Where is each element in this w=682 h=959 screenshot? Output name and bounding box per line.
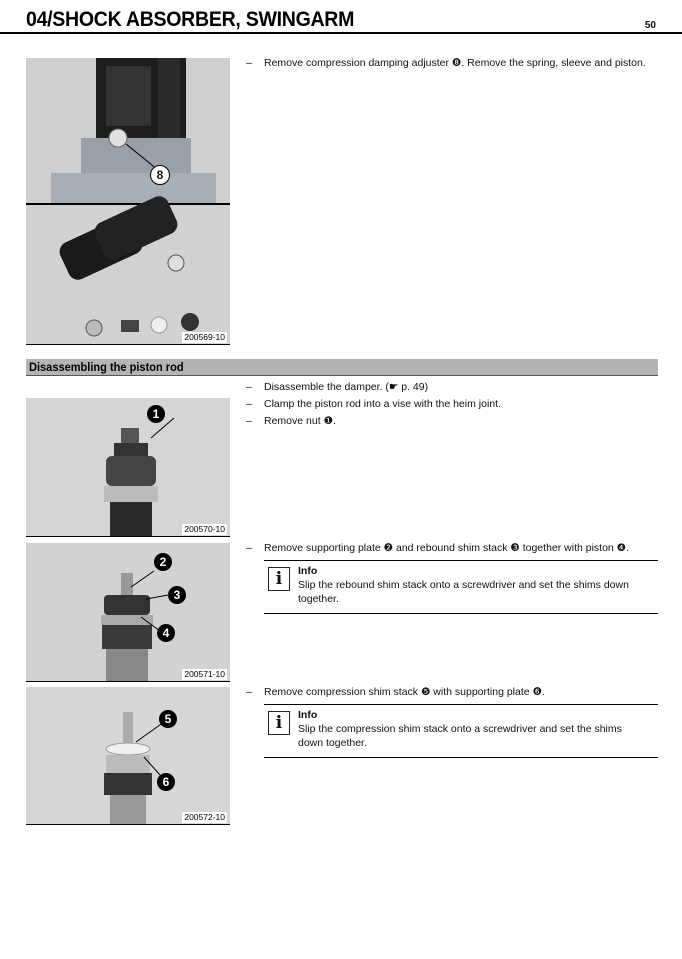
figure-remove-compression-shims xyxy=(26,687,230,825)
step-dash: – xyxy=(246,415,252,427)
info-text: Slip the compression shim stack onto a screwdriver and set the shims down together. xyxy=(298,723,622,749)
callout-1: 1 xyxy=(147,405,165,423)
figure-remove-nut xyxy=(26,398,230,537)
step-dash: – xyxy=(246,542,252,554)
info-note-compression xyxy=(264,704,658,758)
section-header xyxy=(26,359,658,376)
figure-remove-supporting-plate xyxy=(26,543,230,682)
info-icon: i xyxy=(268,567,290,591)
page-title: 04/SHOCK ABSORBER, SWINGARM xyxy=(26,8,355,31)
page-number: 50 xyxy=(644,20,656,31)
step-text: Clamp the piston rod into a vise with the heim joint. xyxy=(264,398,501,410)
step-text: Remove compression damping adjuster ❽. Remove the spring, sleeve and piston. xyxy=(264,57,646,69)
callout-2: 2 xyxy=(154,553,172,571)
info-icon: i xyxy=(268,711,290,735)
callout-4: 4 xyxy=(157,624,175,642)
photo-compression-shims xyxy=(26,687,230,824)
step-text: Remove nut ❶. xyxy=(264,415,336,427)
info-title: Info xyxy=(298,565,318,577)
section-title: Disassembling the piston rod xyxy=(29,360,184,374)
step-dash: – xyxy=(246,398,252,410)
step-text: Disassemble the damper. (☛ p. 49) xyxy=(264,381,429,393)
photo-compression-adjuster xyxy=(26,58,230,344)
figure-code: 200571-10 xyxy=(184,669,225,679)
callout-6: 6 xyxy=(157,773,175,791)
step-text: Remove supporting plate ❷ and rebound shim stack ❸ together with piston ❹. xyxy=(264,542,630,554)
step-dash: – xyxy=(246,381,252,393)
callout-5: 5 xyxy=(159,710,177,728)
step-dash: – xyxy=(246,686,252,698)
header-rule xyxy=(0,32,682,34)
figure-code: 200572-10 xyxy=(184,812,225,822)
figure-code: 200570-10 xyxy=(184,524,225,534)
callout-3: 3 xyxy=(168,586,186,604)
step-text: Remove compression shim stack ❺ with supporting plate ❻. xyxy=(264,686,545,698)
callout-8: 8 xyxy=(150,165,170,185)
photo-piston-rod-nut xyxy=(26,398,230,536)
figure-code: 200569-10 xyxy=(184,332,225,342)
info-title: Info xyxy=(298,709,318,721)
photo-rebound-shims xyxy=(26,543,230,681)
info-note-rebound xyxy=(264,560,658,614)
info-text: Slip the rebound shim stack onto a screwdriver and set the shims down together. xyxy=(298,579,629,605)
figure-compression-adjuster xyxy=(26,58,230,345)
step-dash: – xyxy=(246,57,252,69)
